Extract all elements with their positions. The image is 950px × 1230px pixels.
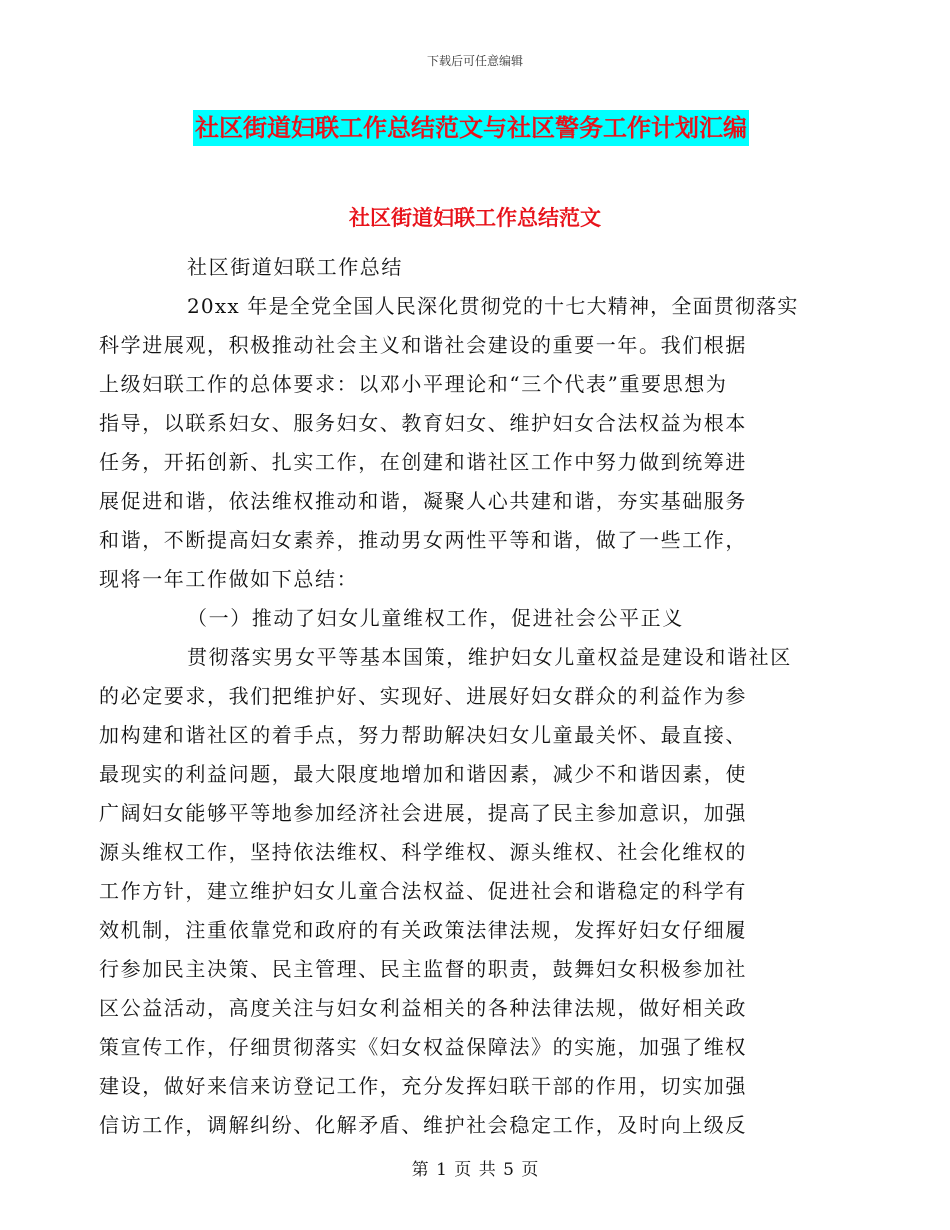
text-line: 科学进展观，积极推动社会主义和谐社会建设的重要一年。我们根据 xyxy=(99,333,747,357)
page-number-footer: 第 1 页 共 5 页 xyxy=(411,1160,539,1180)
paragraph-heading xyxy=(143,248,805,287)
text-line: 社区街道妇联工作总结 xyxy=(187,255,403,279)
document-body xyxy=(99,248,805,1145)
text-line: 和谐，不断提高妇女素养，推动男女两性平等和谐，做了一些工作， xyxy=(99,528,747,552)
text-line: 的必定要求，我们把维护好、实现好、进展好妇女群众的利益作为参 xyxy=(99,684,747,708)
text-line: 广阔妇女能够平等地参加经济社会进展，提高了民主参加意识，加强 xyxy=(99,801,747,825)
text-line: 行参加民主决策、民主管理、民主监督的职责，鼓舞妇女积极参加社 xyxy=(99,957,747,981)
text-line: 20xx 年是全党全国人民深化贯彻党的十七大精神，全面贯彻落实 xyxy=(187,294,799,318)
text-line: 展促进和谐，依法维权推动和谐，凝聚人心共建和谐，夯实基础服务 xyxy=(99,489,747,513)
text-line: 策宣传工作，仔细贯彻落实《妇女权益保障法》的实施，加强了维权 xyxy=(99,1035,747,1059)
text-line: 指导，以联系妇女、服务妇女、教育妇女、维护妇女合法权益为根本 xyxy=(99,411,747,435)
text-line: 任务，开拓创新、扎实工作，在创建和谐社区工作中努力做到统筹进 xyxy=(99,450,747,474)
text-line: 工作方针，建立维护妇女儿童合法权益、促进社会和谐稳定的科学有 xyxy=(99,879,747,903)
text-line: 贯彻落实男女平等基本国策，维护妇女儿童权益是建设和谐社区 xyxy=(187,645,792,669)
text-line: 区公益活动，高度关注与妇女利益相关的各种法律法规，做好相关政 xyxy=(99,996,747,1020)
text-line: 加构建和谐社区的着手点，努力帮助解决妇女儿童最关怀、最直接、 xyxy=(99,723,747,747)
paragraph-heading xyxy=(143,599,805,638)
paragraph xyxy=(99,287,805,599)
text-line: 最现实的利益问题，最大限度地增加和谐因素，减少不和谐因素，使 xyxy=(99,762,747,786)
document-main-title: 社区街道妇联工作总结范文与社区警务工作计划汇编 xyxy=(193,110,749,146)
text-line: 源头维权工作，坚持依法维权、科学维权、源头维权、社会化维权的 xyxy=(99,840,747,864)
section-title: 社区街道妇联工作总结范文 xyxy=(349,205,601,230)
text-line: （一）推动了妇女儿童维权工作，促进社会公平正义 xyxy=(187,606,684,630)
header-note: 下载后可任意编辑 xyxy=(426,54,523,68)
text-line: 上级妇联工作的总体要求：以邓小平理论和“三个代表”重要思想为 xyxy=(99,372,728,396)
text-line: 信访工作，调解纠纷、化解矛盾、维护社会稳定工作，及时向上级反 xyxy=(99,1113,747,1137)
text-line: 效机制，注重依靠党和政府的有关政策法律法规，发挥好妇女仔细履 xyxy=(99,918,747,942)
text-line: 现将一年工作做如下总结： xyxy=(99,567,359,591)
text-line: 建设，做好来信来访登记工作，充分发挥妇联干部的作用，切实加强 xyxy=(99,1074,747,1098)
paragraph xyxy=(99,638,805,1145)
